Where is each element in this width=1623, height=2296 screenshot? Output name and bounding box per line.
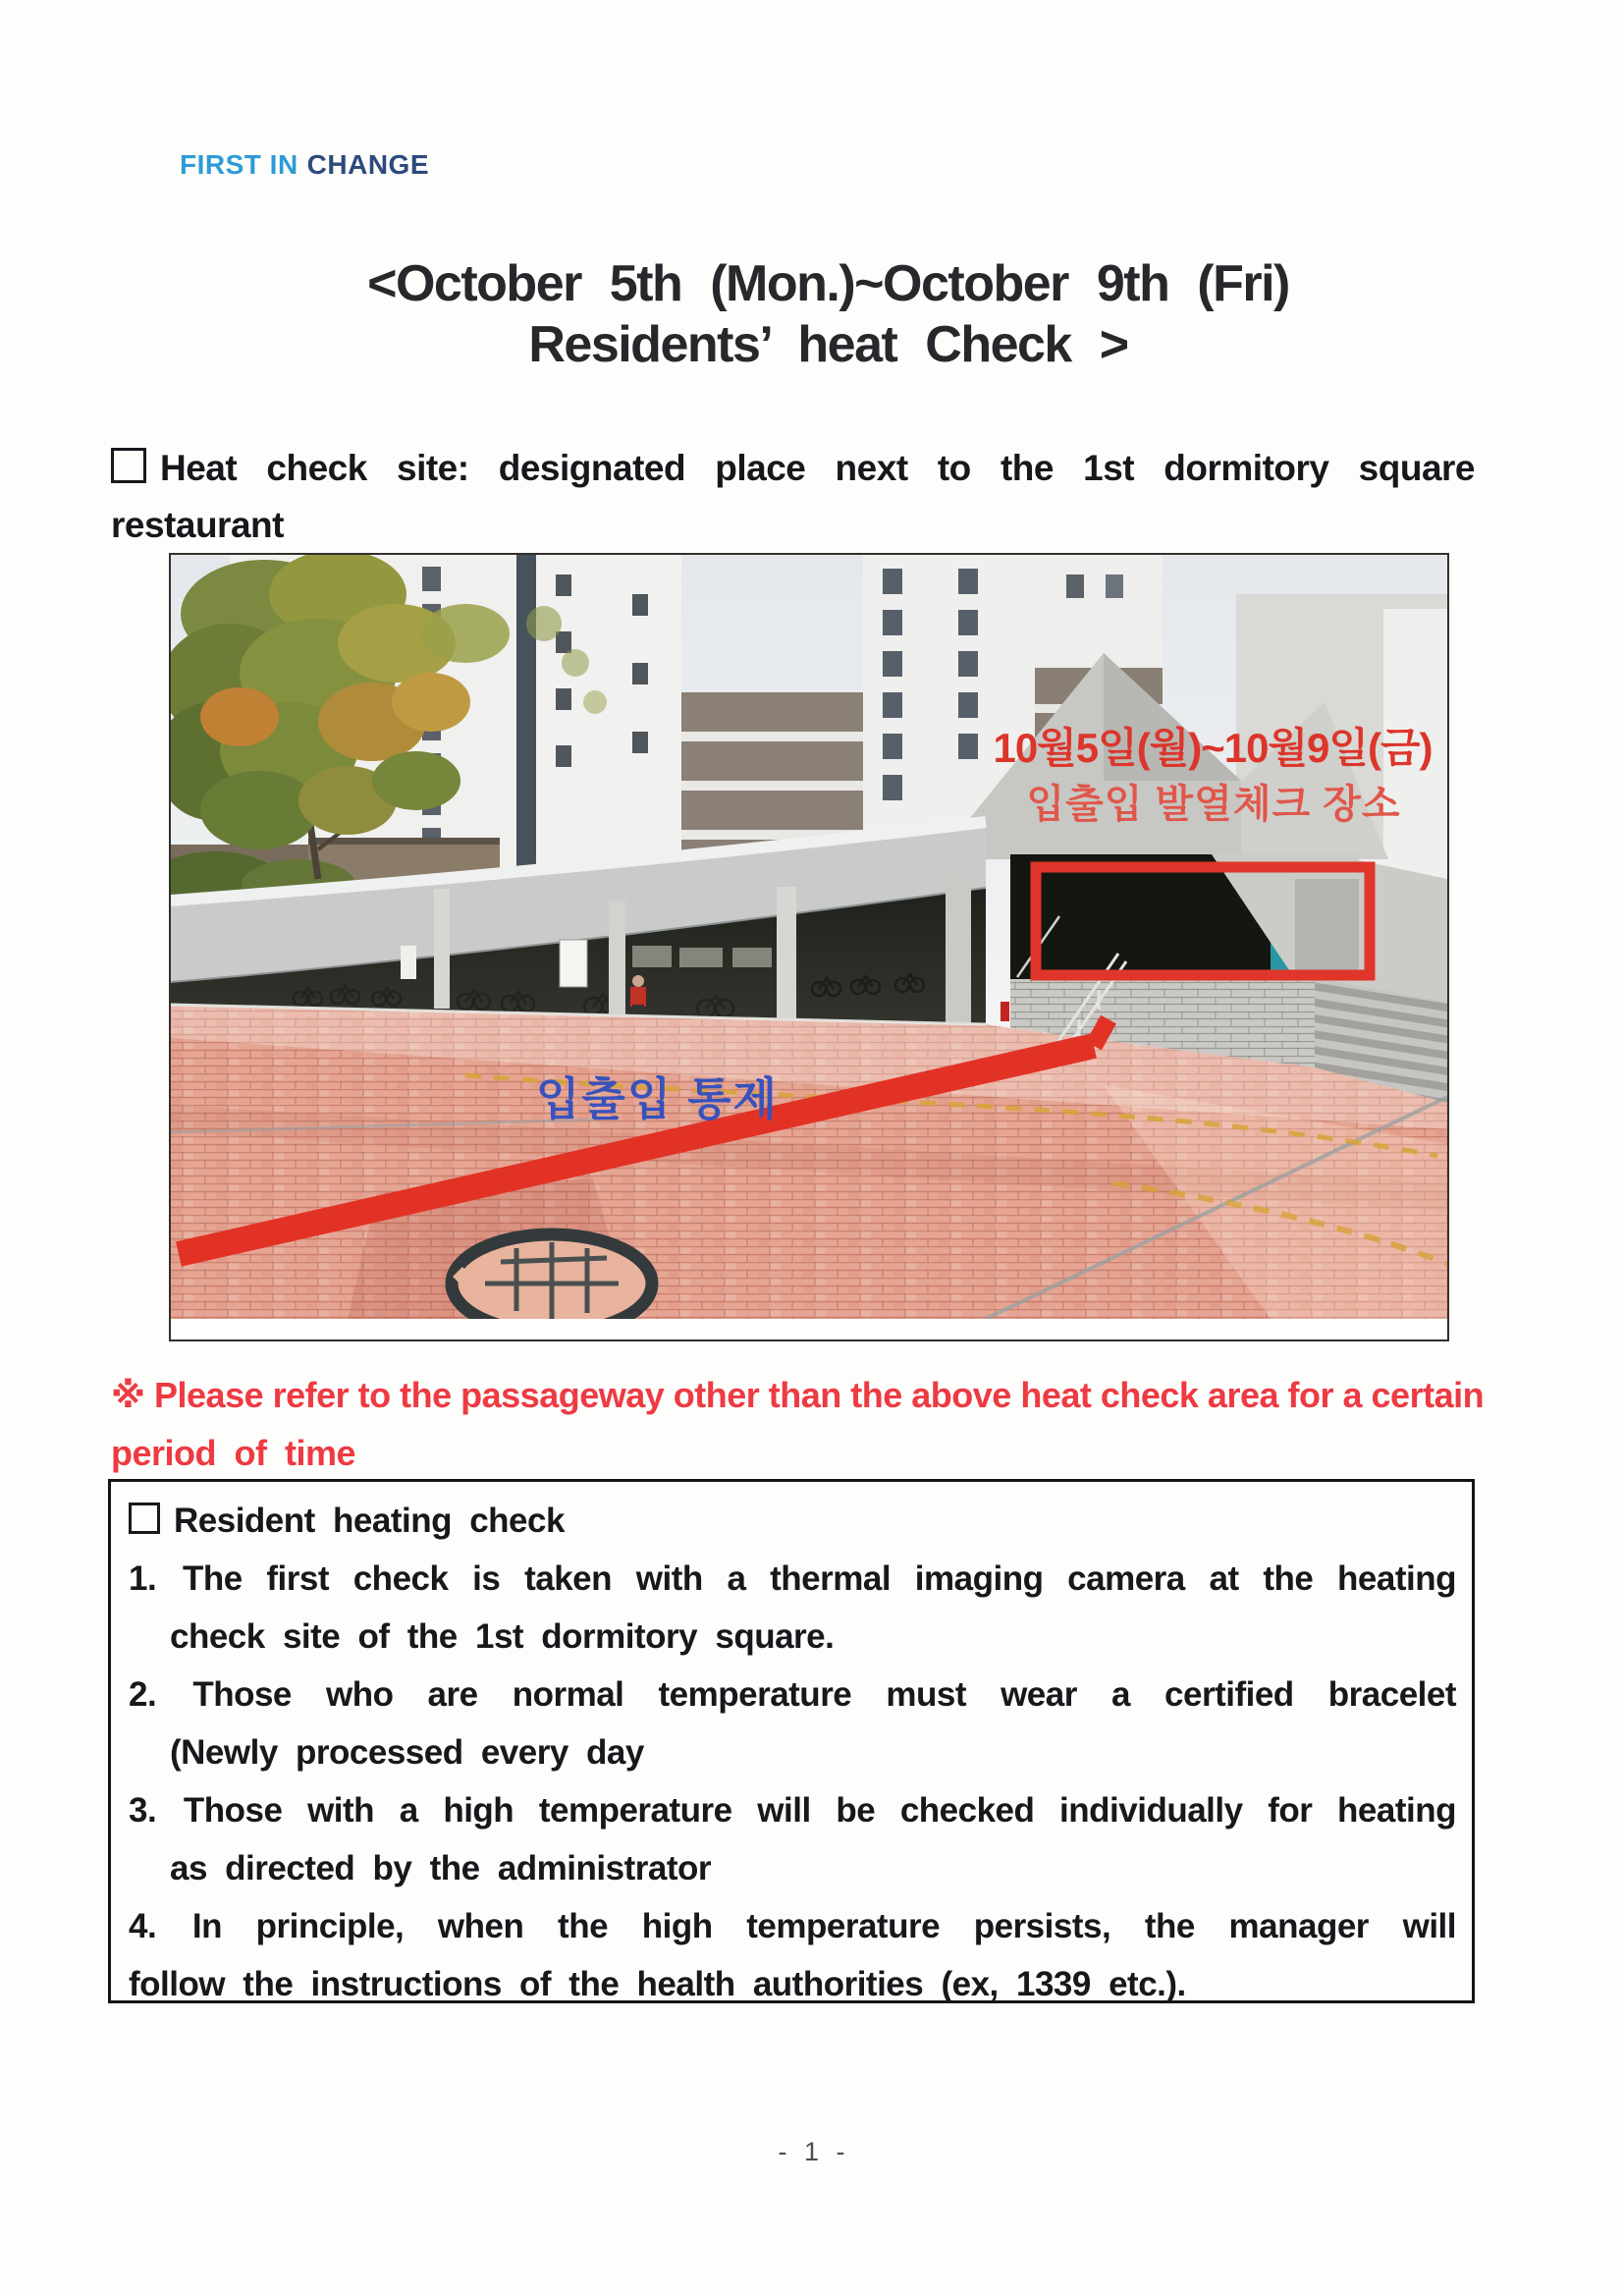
site-heading-line-1: Heat check site: designated place next to the 1st dormitory square [111, 440, 1475, 497]
photo-date-range-label: 10월5일(월)~10월9일(금) [993, 725, 1433, 771]
checkbox-icon [129, 1503, 160, 1534]
fire-extinguisher [1001, 1002, 1009, 1021]
photo-heat-check-site-label: 입출입 발열체크 장소 [1026, 783, 1401, 826]
note-line-1: ※ Please refer to the passageway other than the above heat check area for a certain [111, 1375, 1485, 1415]
procedure-item-1-line-2: check site of the 1st dormitory square. [170, 1617, 835, 1656]
title-line-1: <October 5th (Mon.)~October 9th (Fri) [367, 255, 1289, 312]
procedure-item-3-line-1: 3. Those with a high temperature will be checked individually for heating [129, 1791, 1456, 1830]
site-heading-line-2: restaurant [111, 505, 284, 545]
reference-note [111, 1366, 1485, 1482]
resident-heating-check-box [108, 1479, 1475, 2003]
page-number: - 1 - [778, 2137, 845, 2166]
procedure-item-4-line-1: 4. In principle, when the high temperature persists, the manager will [129, 1907, 1456, 1945]
dormitory-square-photo [169, 553, 1449, 1341]
small-signboard [401, 946, 416, 979]
procedure-item-1-line-1: 1. The first check is taken with a thermal imaging camera at the heating [129, 1559, 1456, 1598]
procedure-item-2-line-1: 2. Those who are normal temperature must wear a certified bracelet [129, 1675, 1457, 1714]
photo-access-control-label: 입출입 통제 [536, 1073, 779, 1124]
checkbox-icon [111, 448, 146, 483]
logo-text-first: FIRST IN [180, 149, 298, 180]
title-line-2: Residents’ heat Check > [528, 316, 1128, 373]
box-heading: Resident heating check [129, 1492, 1456, 1550]
entrance-area [1010, 854, 1359, 979]
signboard [560, 940, 587, 987]
procedure-item-3-line-2: as directed by the administrator [170, 1849, 711, 1887]
organization-logo [180, 149, 429, 181]
logo-text-second: CHANGE [306, 149, 430, 180]
manhole-cover [452, 1234, 652, 1319]
note-line-2: period of time [111, 1433, 356, 1473]
interior-windows [632, 946, 772, 967]
procedure-item-2-line-2: (Newly processed every day [170, 1733, 644, 1772]
reference-mark-icon: ※ [111, 1375, 145, 1415]
person-red-shirt [630, 975, 646, 1018]
photo-scene [171, 555, 1447, 1319]
page-title [0, 253, 1623, 375]
procedure-item-4-line-2: follow the instructions of the health authorities (ex, 1339 etc.). [129, 1965, 1186, 2003]
heat-check-site-heading [111, 440, 1475, 554]
